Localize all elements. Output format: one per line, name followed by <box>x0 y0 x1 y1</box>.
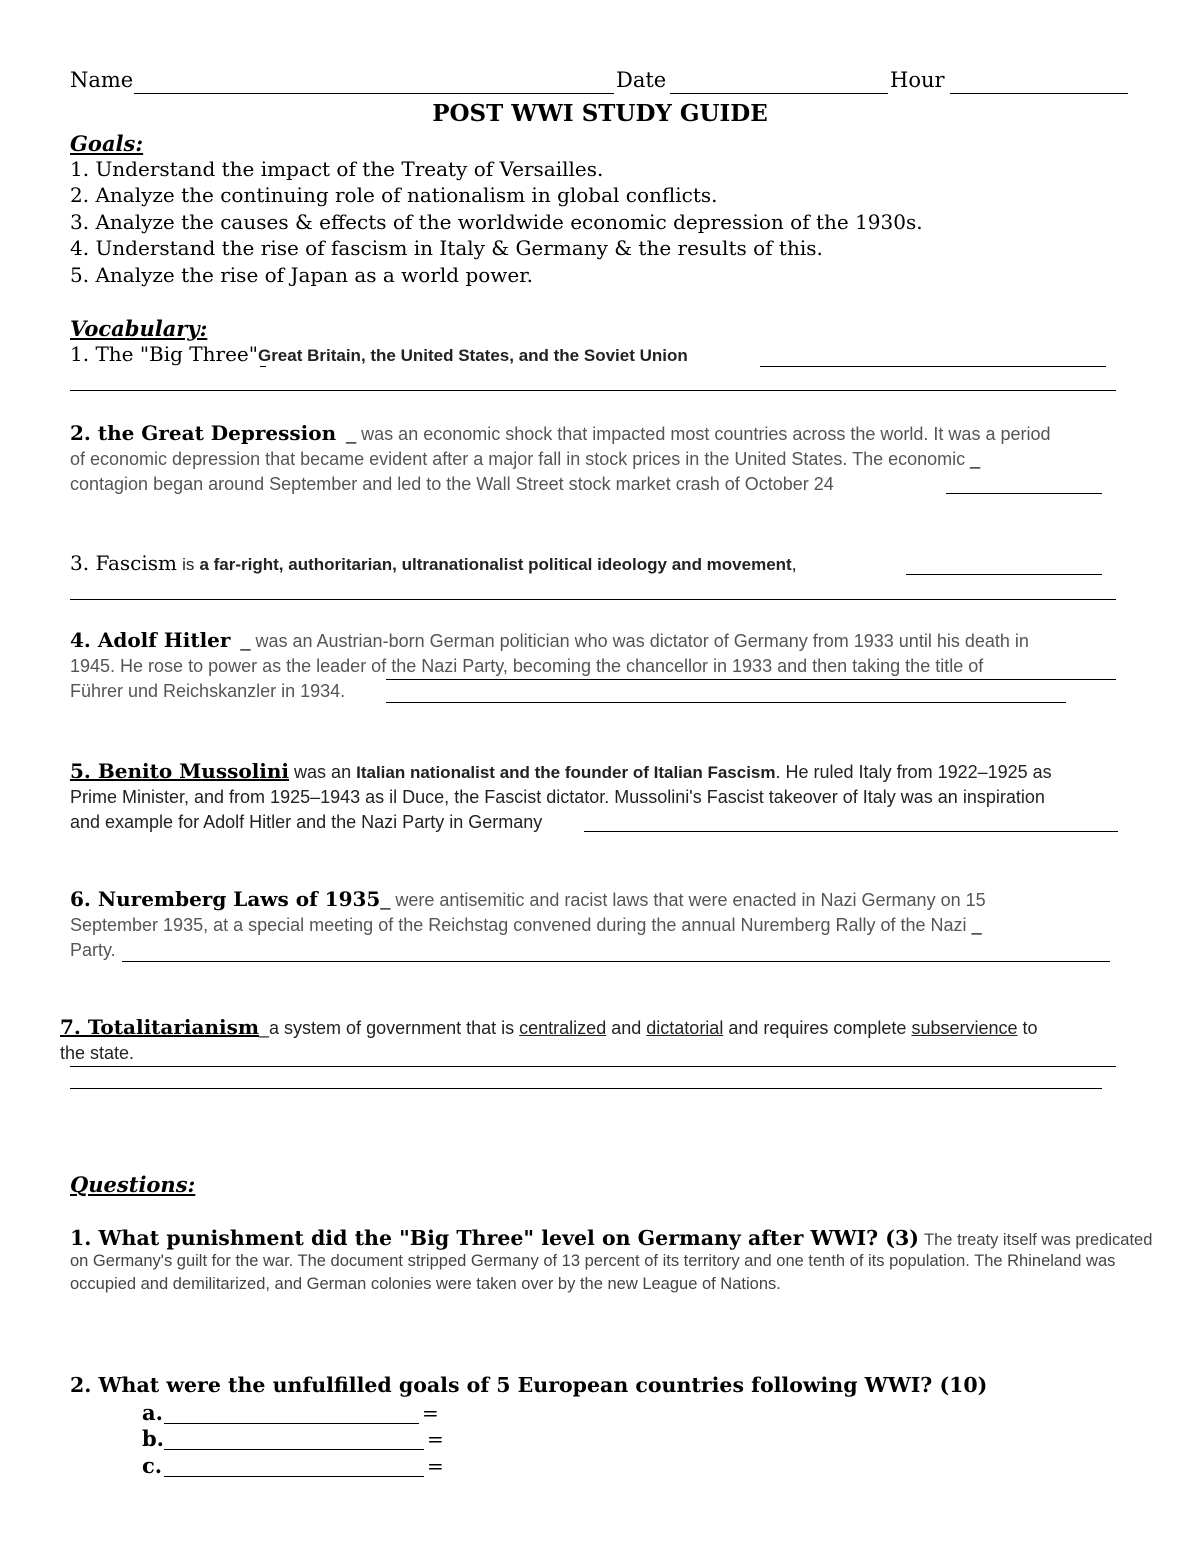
vocab-definition: September 1935, at a special meeting of the Reichstag convened during the annual Nuremberg Rally of the Nazi <box>70 915 967 935</box>
page-title: POST WWI STUDY GUIDE <box>432 100 768 127</box>
answer-label-c: c. <box>142 1453 163 1478</box>
vocab-definition: 1945. He rose to power as the leader of the Nazi Party, becoming the chancellor in 1933 and then taking the title of <box>70 656 984 676</box>
vocab-definition: Great Britain, the United States, and the Soviet Union <box>257 346 688 365</box>
questions-heading: Questions: <box>70 1172 196 1197</box>
equals-sign: = <box>427 1454 444 1478</box>
vocab-definition: Party. <box>70 940 116 960</box>
answer-line <box>386 679 1116 680</box>
vocab-definition: and requires complete <box>728 1018 907 1038</box>
vocab-definition: a system of government that is <box>269 1018 515 1038</box>
question-1-answer: on Germany's guilt for the war. The document stripped Germany of 13 percent of its territory and one tenth of its population. The Rhineland was occupied and demilitarized, and German colonies were taken over by the new League of Nations. <box>70 1252 1116 1293</box>
name-label: Name <box>70 68 134 92</box>
answer-line[interactable] <box>70 599 1116 600</box>
vocab-definition: were antisemitic and racist laws that were enacted in Nazi Germany on 15 <box>395 890 986 910</box>
date-label: Date <box>616 68 667 92</box>
vocab-definition: was an economic shock that impacted most countries across the world. It was a period <box>361 424 1051 444</box>
vocab-term: 5. Benito Mussolini <box>70 759 290 783</box>
vocab-definition-prefix: is <box>182 555 195 574</box>
vocab-item-benito-mussolini <box>70 759 1150 835</box>
goal-item: 1. Understand the impact of the Treaty of Versailles. <box>70 157 604 181</box>
vocab-item-great-depression: 2. the Great Depression _ was an economic shock that impacted most countries across the world. It was a period of economic depression that became evident after a major fall in stock prices in the United States. The economic _ contagion began around September and led to the Wall Street stock market crash of October 24 <box>70 421 1051 494</box>
link-centralized[interactable]: centralized <box>519 1018 607 1038</box>
answer-line[interactable] <box>386 702 1066 703</box>
answer-label-b: b. <box>142 1426 164 1451</box>
vocab-item-totalitarianism: 7. Totalitarianism_a system of government that is centralized and dictatorial and requires complete subservience to the state. <box>60 1015 1038 1063</box>
vocab-definition: contagion began around September and led to the Wall Street stock market crash of October 24 <box>70 474 834 494</box>
answer-line[interactable] <box>760 366 1106 367</box>
equals-sign: = <box>422 1401 439 1425</box>
name-field[interactable] <box>134 93 614 94</box>
vocab-term: 4. Adolf Hitler <box>70 628 231 652</box>
date-field[interactable] <box>670 93 888 94</box>
link-subservience[interactable]: subservience <box>911 1018 1018 1038</box>
goal-item: 2. Analyze the continuing role of nationalism in global conflicts. <box>70 183 718 207</box>
link-dictatorial[interactable]: dictatorial <box>646 1018 724 1038</box>
vocab-definition: and example for Adolf Hitler and the Nazi Party in Germany <box>70 812 543 832</box>
vocab-term: 1. The "Big Three" <box>70 342 258 366</box>
vocab-definition: and <box>611 1018 642 1038</box>
answer-line[interactable] <box>70 1088 1102 1089</box>
hour-label: Hour <box>890 68 945 92</box>
vocab-definition: of economic depression that became evident after a major fall in stock prices in the United States. The economic <box>70 449 966 469</box>
answer-line[interactable] <box>906 574 1102 575</box>
vocab-definition: the state. <box>60 1043 135 1063</box>
vocab-definition: was an Austrian-born German politician who was dictator of Germany from 1933 until his death in <box>255 631 1029 651</box>
answer-label-a: a. <box>142 1400 163 1425</box>
vocab-term: 3. Fascism <box>70 551 177 575</box>
answer-line[interactable] <box>70 1066 1116 1067</box>
vocabulary-heading: Vocabulary: <box>70 316 208 341</box>
answer-blank-a[interactable] <box>164 1423 419 1424</box>
answer-blank-c[interactable] <box>164 1476 424 1477</box>
question-2: 2. What were the unfulfilled goals of 5 European countries following WWI? (10) <box>70 1373 988 1397</box>
answer-line[interactable] <box>584 831 1118 832</box>
vocab-definition: was an <box>294 762 352 782</box>
vocab-definition: a far-right, authoritarian, ultranationalist political ideology and movement <box>199 555 792 574</box>
answer-line <box>260 366 266 367</box>
vocab-item-big-three <box>70 342 688 366</box>
goal-item: 4. Understand the rise of fascism in Italy & Germany & the results of this. <box>70 236 823 260</box>
answer-blank-b[interactable] <box>164 1449 424 1450</box>
vocab-term: 7. Totalitarianism <box>60 1015 260 1039</box>
equals-sign: = <box>427 1427 444 1451</box>
vocab-item-adolf-hitler: 4. Adolf Hitler _ was an Austrian-born German politician who was dictator of Germany from 1933 until his death in 1945. He rose to power as the leader of the Nazi Party, becoming the chancellor in 1933 and then taking the title of Führer und Reichskanzler in 1934. <box>70 628 1029 701</box>
vocab-term: 2. the Great Depression <box>70 421 337 445</box>
vocab-item-fascism <box>70 551 796 575</box>
answer-line[interactable] <box>946 493 1102 494</box>
vocab-definition-suffix: , <box>791 555 797 574</box>
vocab-definition: to <box>1022 1018 1038 1038</box>
vocab-term: 6. Nuremberg Laws of 1935 <box>70 887 381 911</box>
goals-heading: Goals: <box>70 131 144 156</box>
vocab-definition-emphasis: Italian nationalist and the founder of Italian Fascism <box>356 763 776 782</box>
hour-field[interactable] <box>950 93 1128 94</box>
goal-item: 5. Analyze the rise of Japan as a world power. <box>70 263 533 287</box>
question-text: 1. What punishment did the "Big Three" level on Germany after WWI? (3) <box>70 1226 919 1250</box>
question-answer: The treaty itself was predicated <box>924 1231 1153 1249</box>
goal-item: 3. Analyze the causes & effects of the worldwide economic depression of the 1930s. <box>70 210 923 234</box>
question-1 <box>70 1226 1152 1250</box>
vocab-definition: . He ruled Italy from 1922–1925 as <box>775 762 1052 782</box>
vocab-item-nuremberg-laws: 6. Nuremberg Laws of 1935_ were antisemitic and racist laws that were enacted in Nazi Germany on 15 September 1935, at a special meeting of the Reichstag convened during the annual Nuremberg Rally of the Nazi _ Party. <box>70 887 986 960</box>
vocab-definition: Führer und Reichskanzler in 1934. <box>70 681 346 701</box>
answer-line[interactable] <box>70 390 1116 391</box>
vocab-definition: Prime Minister, and from 1925–1943 as il Duce, the Fascist dictator. Mussolini's Fascist takeover of Italy was an inspiration <box>70 787 1045 807</box>
answer-line[interactable] <box>122 961 1110 962</box>
